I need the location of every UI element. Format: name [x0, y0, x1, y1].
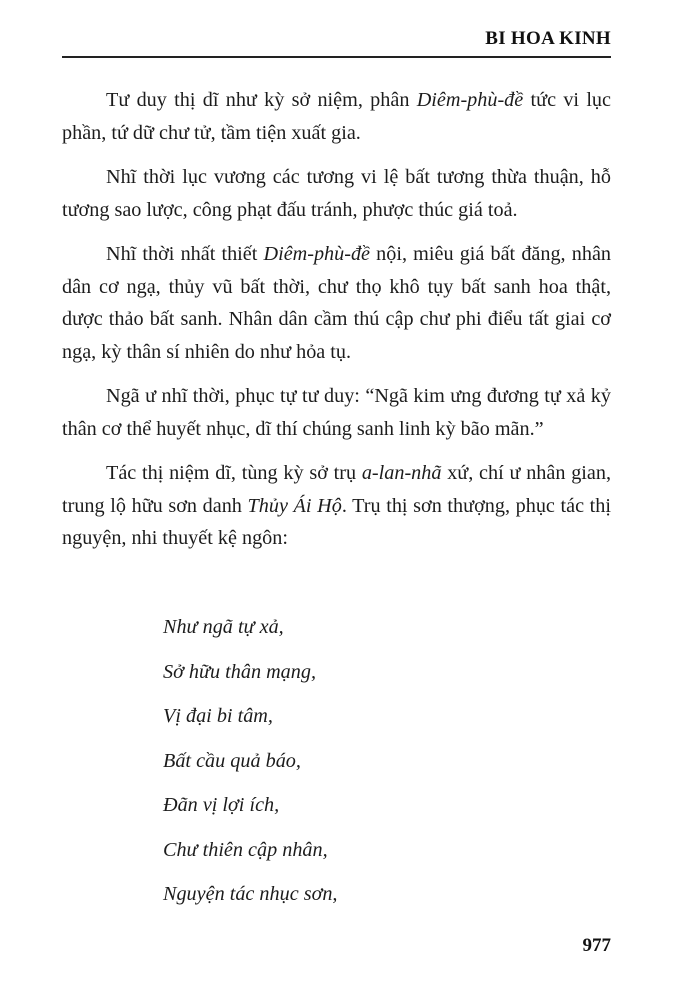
verse-block: [163, 611, 337, 923]
verse-line: Vị đại bi tâm,: [163, 705, 273, 727]
verse-line: Chư thiên cập nhân,: [163, 838, 328, 861]
verse-line: Bất cầu quả báo,: [163, 749, 301, 772]
paragraph-1: Tư duy thị dĩ như kỳ sở niệm, phân Diêm-phù-đề tức vi lục phần, tứ dữ chư tử, tầm tiện xuất gia.: [62, 89, 611, 144]
running-header: [62, 22, 611, 58]
italic-place-name: Thủy Ái Hộ: [247, 494, 342, 517]
italic-term: Diêm-phù-đề: [416, 89, 524, 111]
paragraph-3: Nhĩ thời nhất thiết Diêm-phù-đề nội, miêu giá bất đăng, nhân dân cơ ngạ, thủy vũ bất thời, chư thọ khô tụy bất sanh hoa thật, dược thảo bất sanh. Nhân dân cầm thú cập chư phi điểu tất giai cơ ngạ, kỳ thân sí nhiên do như hỏa tụ.: [62, 243, 611, 363]
page-number: 977: [582, 935, 611, 956]
verse-line: Sở hữu thân mạng,: [163, 660, 317, 683]
italic-term: Diêm-phù-đề: [263, 243, 371, 265]
body-text: [62, 84, 611, 567]
paragraph-2: Nhĩ thời lục vương các tương vi lệ bất tương thừa thuận, hỗ tương sao lược, công phạt đấu tránh, phược thúc giá toả.: [62, 166, 611, 221]
verse-line: Như ngã tự xả,: [163, 616, 284, 638]
verse-line: Nguyện tác nhục sơn,: [163, 883, 338, 905]
verse-line: Đãn vị lợi ích,: [163, 794, 280, 816]
italic-term: a-lan-nhã: [361, 462, 442, 484]
paragraph-5: Tác thị niệm dĩ, tùng kỳ sở trụ a-lan-nhã xứ, chí ư nhân gian, trung lộ hữu sơn danh Thủy Ái Hộ. Trụ thị sơn thượng, phục tác thị nguyện, nhi thuyết kệ ngôn:: [62, 462, 612, 549]
book-title: BI HOA KINH: [485, 28, 611, 49]
paragraph-4: Ngã ư nhĩ thời, phục tự tư duy: “Ngã kim ưng đương tự xả kỷ thân cơ thể huyết nhục, dĩ thí chúng sanh linh kỳ bão mãn.”: [62, 385, 611, 440]
